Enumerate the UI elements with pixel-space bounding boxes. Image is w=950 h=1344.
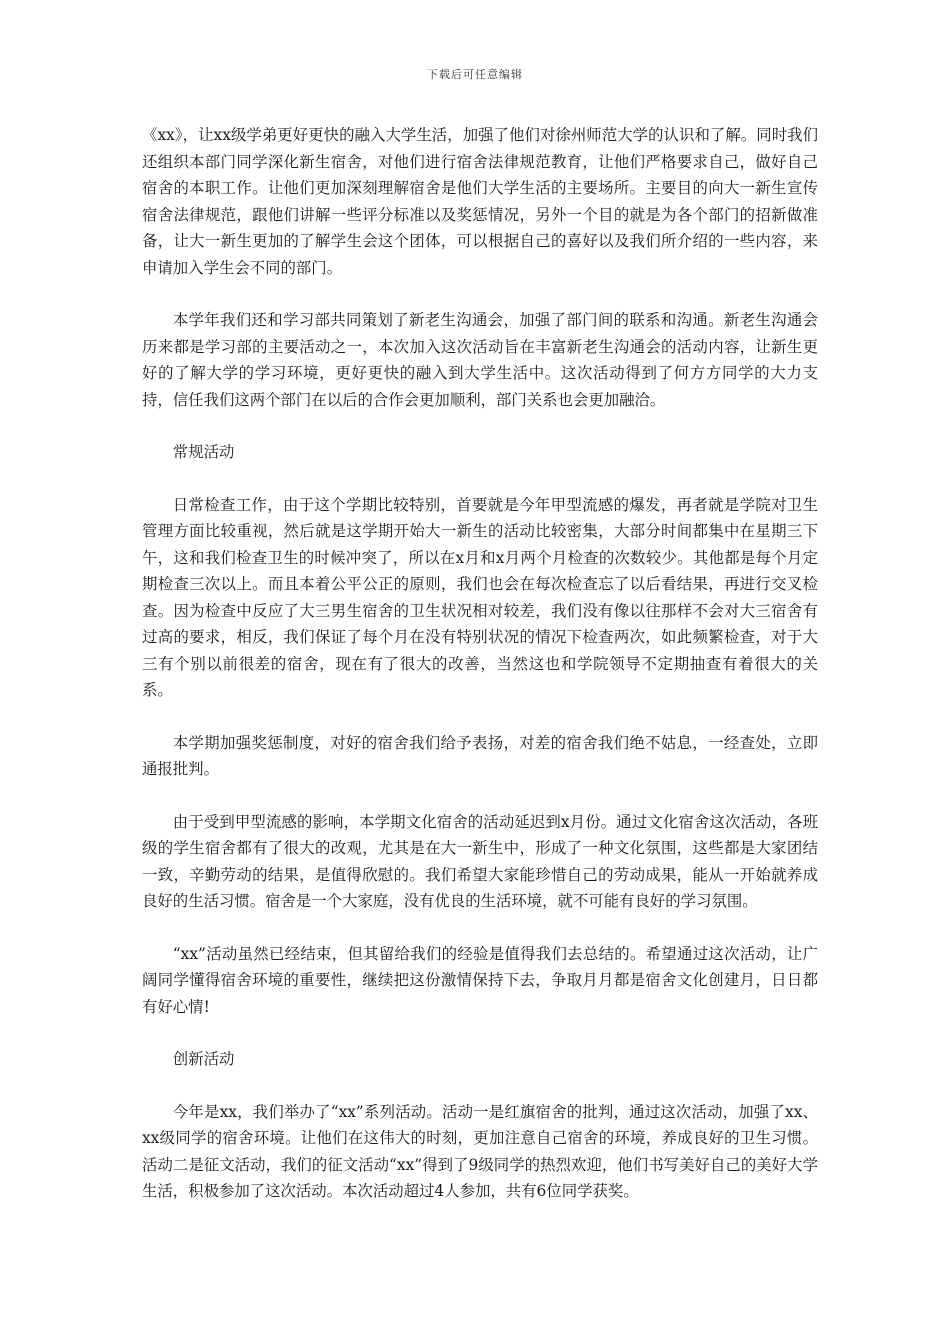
page-header: 下载后可任意编辑 [427, 68, 523, 81]
paragraph: 今年是xx，我们举办了“xx”系列活动。活动一是红旗宿舍的批判，通过这次活动，加强了xx、xx级同学的宿舍环境。让他们在这伟大的时刻，更加注意自己宿舍的环境，养成良好的卫生习惯。活动二是征文活动，我们的征文活动“xx”得到了9级同学的热烈欢迎，他们书写美好自己的美好大学生活，积极参加了这次活动。本次活动超过4人参加，共有6位同学获奖。 [142, 1102, 818, 1200]
paragraph: 《xx》，让xx级学弟更好更快的融入大学生活，加强了他们对徐州师范大学的认识和了解。同时我们还组织本部门同学深化新生宿舍，对他们进行宿舍法律规范教育，让他们严格要求自己，做好自己宿舍的本职工作。让他们更加深刻理解宿舍是他们大学生活的主要场所。主要目的向大一新生宣传宿舍法律规范，跟他们讲解一些评分标准以及奖惩情况，另外一个目的就是为各个部门的招新做准备，让大一新生更加的了解学生会这个团体，可以根据自己的喜好以及我们所介绍的一些内容，来申请加入学生会不同的部门。 [142, 126, 818, 277]
paragraph: 由于受到甲型流感的影响，本学期文化宿舍的活动延迟到x月份。通过文化宿舍这次活动，各班级的学生宿舍都有了很大的改观，尤其是在大一新生中，形成了一种文化氛围，这些都是大家团结一致，辛勤劳动的结果，是值得欣慰的。我们希望大家能珍惜自己的劳动成果，能从一开始就养成良好的生活习惯。宿舍是一个大家庭，没有优良的生活环境，就不可能有良好的学习氛围。 [142, 812, 818, 910]
paragraph: “xx”活动虽然已经结束，但其留给我们的经验是值得我们去总结的。希望通过这次活动，让广阔同学懂得宿舍环境的重要性，继续把这份激情保持下去，争取月月都是宿舍文化创建月，日日都有好心情! [142, 944, 818, 1016]
paragraph: 本学期加强奖惩制度，对好的宿舍我们给予表扬，对差的宿舍我们绝不姑息，一经查处，立即通报批判。 [142, 733, 818, 778]
paragraph: 本学年我们还和学习部共同策划了新老生沟通会，加强了部门间的联系和沟通。新老生沟通会历来都是学习部的主要活动之一，本次加入这次活动旨在丰富新老生沟通会的活动内容，让新生更好的了解大学的学习环境，更好更快的融入到大学生活中。这次活动得到了何方方同学的大力支持，信任我们这两个部门在以后的合作会更加顺利，部门关系也会更加融洽。 [142, 311, 818, 409]
section-heading-innovation: 创新活动 [172, 1050, 235, 1068]
document-body [142, 122, 818, 1231]
section-heading-routine: 常规活动 [172, 443, 235, 461]
paragraph: 日常检查工作，由于这个学期比较特别，首要就是今年甲型流感的爆发，再者就是学院对卫生管理方面比较重视，然后就是这学期开始大一新生的活动比较密集，大部分时间都集中在星期三下午，这和我们检查卫生的时候冲突了，所以在x月和x月两个月检查的次数较少。其他都是每个月定期检查三次以上。而且本着公平公正的原则，我们也会在每次检查忘了以后看结果，再进行交叉检查。因为检查中反应了大三男生宿舍的卫生状况相对较差，我们没有像以往那样不会对大三宿舍有过高的要求，相反，我们保证了每个月在没有特别状况的情况下检查两次，如此频繁检查，对于大三有个别以前很差的宿舍，现在有了很大的改善，当然这也和学院领导不定期抽查有着很大的关系。 [142, 495, 818, 699]
